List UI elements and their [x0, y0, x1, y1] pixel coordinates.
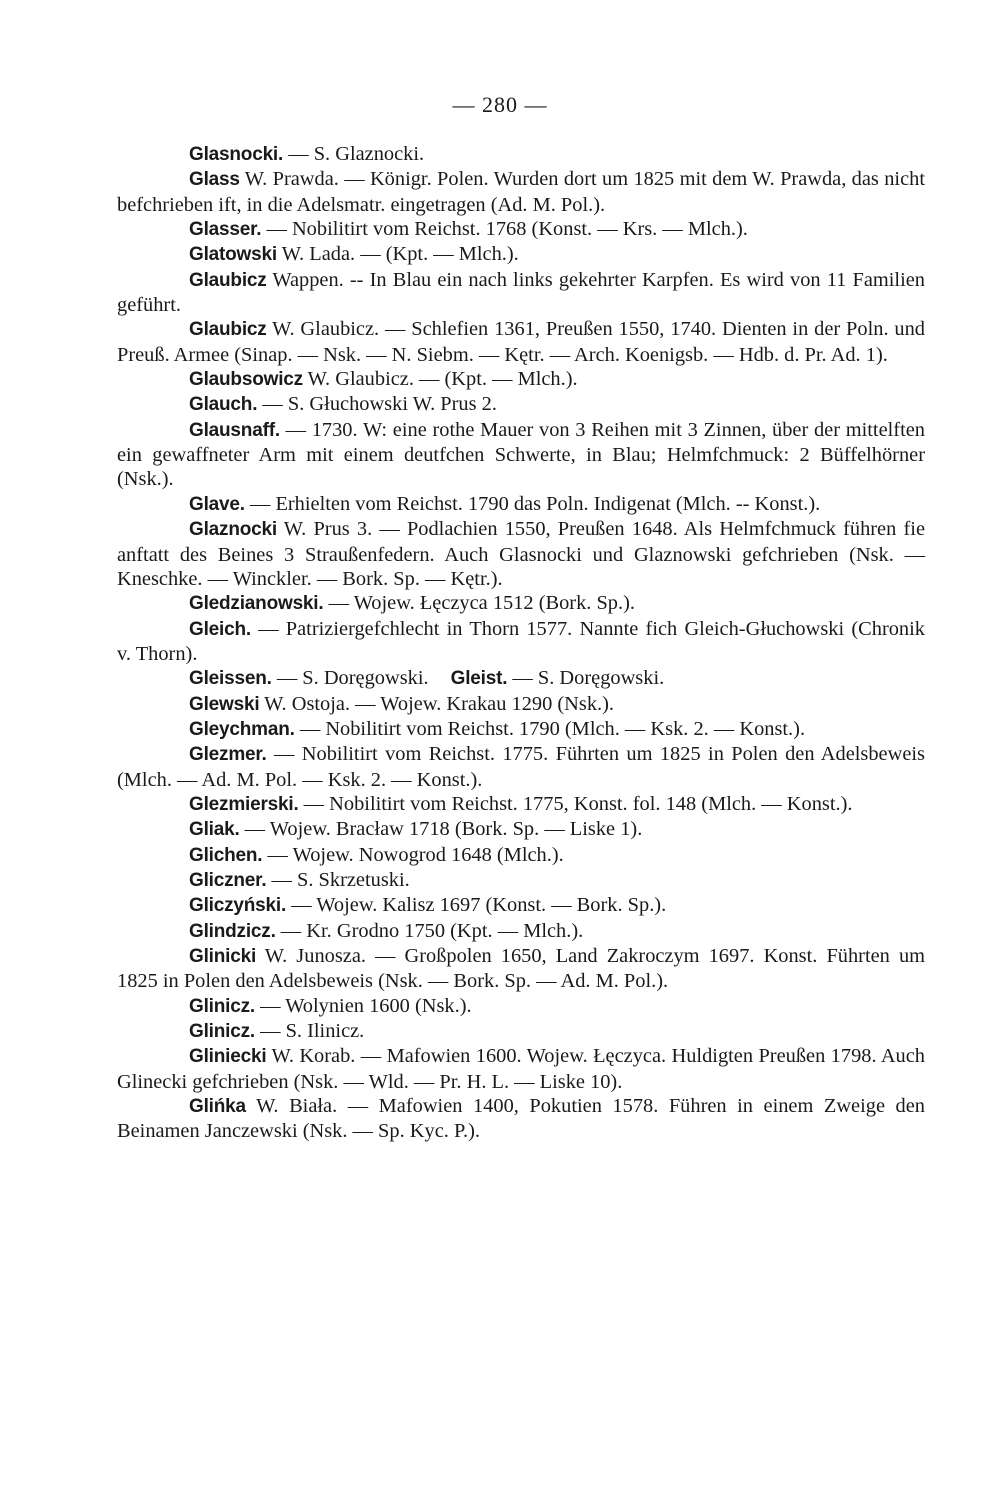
entry-text: — Nobilitirt vom Reichst. 1775. Führten um 1825 in Polen den Adelsbeweis (Mlch. — Ad. M. Pol. — Ksk. 2. — Konst.).	[117, 743, 925, 791]
entry-lemma: Glaubsowicz	[189, 369, 303, 391]
page-number: — 280 —	[452, 92, 548, 117]
entry-lemma: Gleychman.	[189, 718, 295, 740]
entry-lemma: Gleissen.	[189, 668, 272, 690]
entry-lemma: Glindzicz.	[189, 920, 276, 942]
entry-text: — Nobilitirt vom Reichst. 1775, Konst. fol. 148 (Mlch. — Konst.).	[303, 792, 853, 815]
entry-lemma: Glezmierski.	[189, 793, 299, 815]
dictionary-entry	[117, 591, 925, 616]
entry-text: W. Ostoja. — Wojew. Krakau 1290 (Nsk.).	[264, 692, 615, 715]
entry-text: — Nobilitirt vom Reichst. 1790 (Mlch. — Ksk. 2. — Konst.).	[299, 717, 806, 740]
entry-lemma: Gledzianowski.	[189, 593, 324, 615]
dictionary-entry	[117, 217, 925, 242]
entry-text: — S. Ilinicz.	[260, 1020, 365, 1043]
dictionary-entry	[117, 742, 925, 792]
entry-text: W. Glaubicz. — (Kpt. — Mlch.).	[307, 368, 578, 391]
dictionary-entry	[117, 392, 925, 417]
entry-text: — Wojew. Łęczyca 1512 (Bork. Sp.).	[328, 592, 635, 615]
entry-lemma: Glasser.	[189, 219, 262, 241]
entry-lemma: Glasnocki.	[189, 144, 284, 165]
dictionary-entry	[117, 167, 925, 217]
entry-text: — Wojew. Kalisz 1697 (Konst. — Bork. Sp.).	[291, 894, 667, 917]
entry-text: — Nobilitirt vom Reichst. 1768 (Konst. — Krs. — Mlch.).	[266, 218, 748, 241]
entry-lemma: Glaubicz	[189, 319, 267, 341]
dictionary-entry	[117, 817, 925, 842]
entry-lemma: Glave.	[189, 493, 245, 515]
dictionary-entry	[117, 717, 925, 742]
entry-text: — S. Doręgowski.	[276, 667, 429, 690]
entry-lemma: Gliniecki	[189, 1046, 267, 1068]
entry-lemma: Glichen.	[189, 844, 263, 866]
entry-lemma: Glass	[189, 169, 240, 191]
entry-lemma: Glaznocki	[189, 519, 277, 541]
entry-lemma: Gliczner.	[189, 869, 267, 891]
dictionary-entry	[117, 919, 925, 944]
entry-text: W. Biała. — Mafowien 1400, Pokutien 1578. Führen in einem Zweige den Beinamen Janczewski (Nsk. — Sp. Kyc. P.).	[117, 1095, 925, 1143]
dictionary-entry	[117, 142, 925, 167]
dictionary-entry	[117, 367, 925, 392]
entry-text: W. Korab. — Mafowien 1600. Wojew. Łęczyca. Huldigten Preußen 1798. Auch Glinecki gefchrieben (Nsk. — Wld. — Pr. H. L. — Liske 10).	[117, 1045, 925, 1093]
dictionary-entry	[117, 1044, 925, 1094]
entry-text: — Kr. Grodno 1750 (Kpt. — Mlch.).	[280, 919, 584, 942]
entry-text: W. Prawda. — Königr. Polen. Wurden dort um 1825 mit dem W. Prawda, das nicht befchrieben ift, in die Adelsmatr. eingetragen (Ad. M. Pol.).	[117, 168, 925, 216]
entry-text: — Wojew. Bracław 1718 (Bork. Sp. — Liske 1).	[244, 818, 643, 841]
dictionary-entry	[117, 1094, 925, 1144]
dictionary-entry	[117, 492, 925, 517]
entry-lemma: Gleich.	[189, 618, 251, 640]
dictionary-entry	[117, 666, 925, 691]
entry-text: W. Junosza. — Großpolen 1650, Land Zakroczym 1697. Konst. Führten um 1825 in Polen den Adelsbeweis (Nsk. — Bork. Sp. — Ad. M. Pol.).	[117, 945, 926, 993]
dictionary-entry	[117, 317, 925, 367]
entry-lemma: Gleist.	[450, 668, 508, 690]
entry-text: — Patriziergefchlecht in Thorn 1577. Nannte fich Gleich-Głuchowski (Chronik v. Thorn).	[117, 617, 925, 665]
entry-lemma: Gliak.	[189, 819, 240, 841]
entry-text: — S. Skrzetuski.	[271, 868, 410, 891]
dictionary-entry	[117, 868, 925, 893]
dictionary-entry	[117, 994, 925, 1019]
dictionary-entry	[117, 792, 925, 817]
entry-lemma: Glatowski	[189, 244, 277, 266]
entry-text: — Wolynien 1600 (Nsk.).	[260, 994, 472, 1017]
dictionary-entry	[117, 893, 925, 918]
dictionary-entry	[117, 1019, 925, 1044]
entry-text: W. Lada. — (Kpt. — Mlch.).	[281, 243, 519, 266]
entry-text: — S. Glaznocki.	[288, 143, 425, 165]
entry-lemma: Glinicki	[189, 946, 257, 967]
entry-text: — 1730. W: eine rothe Mauer von 3 Reihen mit 3 Zinnen, über der mittelften ein gewaffneter Arm mit einem deutfchen Schwerte, in Blau; Helmfchmuck: 2 Büffelhörner (Nsk.).	[117, 418, 925, 491]
entry-lemma: Gliczyński.	[189, 895, 287, 917]
entry-lemma: Glauch.	[189, 394, 258, 416]
entry-lemma: Glausnaff.	[189, 419, 280, 441]
dictionary-entry	[117, 418, 925, 492]
dictionary-entry	[117, 944, 925, 994]
entry-text: — Wojew. Nowogrod 1648 (Mlch.).	[267, 843, 564, 866]
dictionary-entry	[117, 517, 925, 591]
entry-text: — S. Głuchowski W. Prus 2.	[262, 393, 497, 416]
entry-lemma: Glaubicz	[189, 269, 267, 291]
entry-lemma: Glinicz.	[189, 995, 255, 1017]
entry-lemma: Glezmer.	[189, 744, 267, 766]
entry-text: W. Glaubicz. — Schlefien 1361, Preußen 1550, 1740. Dienten in der Poln. und Preuß. Armee (Sinap. — Nsk. — N. Siebm. — Kętr. — Arch. Koenigsb. — Hdb. d. Pr. Ad. 1).	[117, 318, 925, 366]
entry-text: — S. Doręgowski.	[512, 667, 665, 690]
entry-lemma: Glewski	[189, 693, 260, 715]
entry-text: — Erhielten vom Reichst. 1790 das Poln. Indigenat (Mlch. -- Konst.).	[249, 492, 821, 515]
entry-text: W. Prus 3. — Podlachien 1550, Preußen 1648. Als Helmfchmuck führen fie anftatt des Beines 3 Straußenfedern. Auch Glasnocki und Glaznowski gefchrieben (Nsk. — Kneschke. — Winckler. — Bork. Sp. — Kętr.).	[117, 518, 925, 590]
dictionary-entry	[117, 242, 925, 267]
entry-lemma: Glinicz.	[189, 1021, 255, 1043]
entry-text: Wappen. -- In Blau ein nach links gekehrter Karpfen. Es wird von 11 Familien geführt.	[117, 268, 925, 317]
dictionary-entry	[117, 692, 925, 717]
dictionary-entry	[117, 617, 925, 667]
dictionary-entry	[117, 268, 925, 318]
dictionary-entry	[117, 843, 925, 868]
dictionary-entries	[117, 142, 925, 1144]
entry-lemma: Glińka	[189, 1096, 246, 1118]
